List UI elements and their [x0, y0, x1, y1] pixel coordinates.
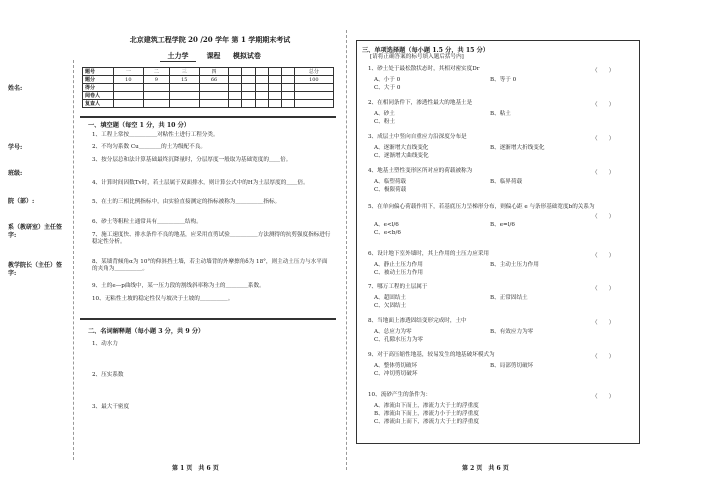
- table-cell: 10: [114, 76, 144, 84]
- answer-option: A、临塑荷载: [374, 179, 407, 185]
- answer-option: C、欠固结土: [374, 303, 407, 309]
- table-cell: [199, 92, 229, 100]
- answer-parentheses[interactable]: （ ）: [592, 320, 615, 326]
- table-cell: 复查人: [83, 100, 114, 108]
- answer-option: B、正常固结土: [490, 295, 528, 301]
- answer-option: C、渗流由上而下，渗流力大于土的浮重度: [374, 419, 479, 425]
- label-department: 院（部）:: [8, 198, 35, 205]
- table-cell: 二: [143, 68, 169, 76]
- answer-option: A、静止土压力作用: [374, 262, 423, 268]
- table-cell: [229, 84, 242, 92]
- table-cell: [255, 84, 268, 92]
- table-cell: [255, 92, 268, 100]
- answer-parentheses[interactable]: （ ）: [592, 214, 615, 220]
- section3-note: [请将正确答案的标号填入题后括号内]: [370, 54, 464, 60]
- table-cell: [255, 68, 268, 76]
- question-item: 8、当地面上渗透固结变形完成时，土中: [368, 318, 467, 324]
- table-row: [83, 100, 334, 108]
- table-cell: [199, 100, 229, 108]
- answer-option: A、逐渐增大直线变化: [374, 145, 429, 151]
- answer-parentheses[interactable]: （ ）: [592, 170, 615, 176]
- table-cell: 66: [199, 76, 229, 84]
- table-cell: [229, 68, 242, 76]
- list-item: 6、砂土等粗粒土通常具有＿＿＿＿＿结构。: [92, 219, 202, 225]
- table-cell: 15: [169, 76, 199, 84]
- list-item: 10、无粘性土坡的稳定性仅与坡决于土坡的＿＿＿＿＿。: [92, 296, 234, 302]
- table-cell: [169, 84, 199, 92]
- table-cell: [242, 100, 255, 108]
- answer-option: B、临界荷载: [490, 179, 523, 185]
- section1-box: [80, 116, 336, 118]
- table-cell: [114, 92, 144, 100]
- list-item: 3、按分层总和法计算基础最终沉降量时，分层厚度一般取为基础宽度的＿＿倍。: [92, 157, 292, 163]
- answer-option: B、局部剪切破坏: [490, 363, 534, 369]
- label-student-id: 学号:: [8, 144, 23, 151]
- answer-option: A、e<l/6: [374, 222, 399, 228]
- table-row: [83, 68, 334, 76]
- question-item: 4、地基土塑性变形区所对应的荷载被称为: [368, 168, 473, 174]
- question-item: 3、成层土中竖向自重应力沿深度分布是: [368, 134, 467, 140]
- table-cell: 一: [114, 68, 144, 76]
- page-divider: [346, 30, 347, 470]
- list-item: 2、不均匀系数 Cu＿＿＿＿的土为级配不良。: [92, 144, 206, 150]
- table-cell: [268, 76, 281, 84]
- answer-option: A、超固结土: [374, 295, 407, 301]
- answer-option: C、e<b/6: [374, 230, 401, 236]
- answer-parentheses[interactable]: （ ）: [592, 394, 615, 400]
- table-cell: [268, 100, 281, 108]
- list-item: 7、施工速度快、排水条件不良的地基，应采用直剪试验＿＿＿＿＿方法测得的抗剪强度指标进行稳定性分析。: [92, 232, 331, 245]
- answer-option: B、有效应力为零: [490, 329, 534, 335]
- label-class: 班级:: [8, 170, 23, 177]
- table-cell: [268, 68, 281, 76]
- list-item: 3、最大干密度: [92, 404, 130, 410]
- page1-footer: 第 1 页 共 6 页: [172, 465, 219, 472]
- table-cell: [255, 76, 268, 84]
- answer-option: B、主动土压力作用: [490, 262, 539, 268]
- list-item: 5、在土的三相比例指标中，由实验直接测定的指标被称为＿＿＿＿＿指标。: [92, 199, 281, 205]
- answer-option: C、孔隙水压力为零: [374, 337, 424, 343]
- table-cell: [255, 100, 268, 108]
- score-table: [82, 67, 334, 108]
- table-row: [83, 76, 334, 84]
- answer-option: A、砂土: [374, 111, 395, 117]
- question-item: 6、设计地下室外墙时，其上作用的土压力应采用: [368, 251, 490, 257]
- answer-option: C、冲切剪切破坏: [374, 371, 418, 377]
- table-cell: [281, 92, 294, 100]
- course-line: [160, 51, 261, 62]
- table-cell: [114, 100, 144, 108]
- table-cell: 总分: [294, 68, 333, 76]
- answer-option: B、逐渐增大折线变化: [490, 145, 545, 151]
- table-cell: 三: [169, 68, 199, 76]
- question-item: 9、对于高压缩性地基，较易发生的地基破坏模式为: [368, 352, 495, 358]
- binding-line: [73, 60, 74, 460]
- page2-footer: 第 2 页 共 6 页: [462, 465, 509, 472]
- question-item: 5、在单向偏心荷载作用下，若基底压力呈梯形分布，则偏心距 e 与条形基础宽度b的关系为: [368, 204, 595, 210]
- table-row: [83, 92, 334, 100]
- table-cell: [281, 100, 294, 108]
- table-cell: [143, 84, 169, 92]
- table-cell: [169, 100, 199, 108]
- table-cell: [294, 84, 333, 92]
- table-cell: [268, 84, 281, 92]
- section-divider: [80, 318, 336, 320]
- table-cell: [169, 92, 199, 100]
- table-cell: [114, 84, 144, 92]
- answer-option: C、粉土: [374, 119, 396, 125]
- list-item: 8、某墙背倾角α为 10°的仰斜挡土墙，若主动墙背的外摩擦角δ为 18°，则主动土压力与水平面的夹角为＿＿＿＿＿。: [92, 259, 328, 272]
- answer-option: A、渗流由下而上，渗流力大于土的浮重度: [374, 403, 479, 409]
- table-cell: [294, 100, 333, 108]
- answer-option: B、渗流由下而上，渗流力小于土的浮重度: [374, 411, 479, 417]
- list-item: 4、计算时间因数Tv时，若土层属于双面排水，则计算公式中的H为土层厚度的＿＿倍。: [92, 180, 309, 186]
- answer-option: A、总应力为零: [374, 329, 412, 335]
- table-cell: [143, 100, 169, 108]
- table-cell: [281, 68, 294, 76]
- exam-header: 北京建筑工程学院 20 /20 学年 第 1 学期期末考试: [129, 35, 291, 44]
- question-item: 1、砂土处于最松散状态时，其相对密实度Dr: [368, 66, 480, 72]
- answer-option: C、大于 0: [374, 85, 401, 91]
- section1-title: 一、填空题（每空 1 分，共 10 分）: [88, 122, 190, 129]
- table-cell: 得分: [83, 84, 114, 92]
- table-cell: [281, 76, 294, 84]
- table-cell: [242, 76, 255, 84]
- table-cell: 100: [294, 76, 333, 84]
- paper-type: 模拟试卷: [232, 51, 261, 60]
- table-cell: [229, 76, 242, 84]
- answer-option: B、e=l/6: [490, 222, 515, 228]
- label-dean-sign: 教学院长（主任）签字:: [8, 262, 63, 277]
- table-cell: 四: [199, 68, 229, 76]
- answer-parentheses[interactable]: （ ）: [592, 68, 615, 74]
- table-cell: [294, 92, 333, 100]
- list-item: 9、土的e—p曲线中，某一压力段的割线斜率称为土的＿＿＿＿系数。: [92, 283, 265, 289]
- table-cell: [242, 84, 255, 92]
- table-cell: 题号: [83, 68, 114, 76]
- table-cell: 9: [143, 76, 169, 84]
- answer-option: A、小于 0: [374, 77, 401, 83]
- table-cell: [268, 92, 281, 100]
- question-item: 7、哪万工程的土层属于: [368, 284, 428, 290]
- table-cell: 题分: [83, 76, 114, 84]
- table-cell: [229, 100, 242, 108]
- label-name: 姓名:: [8, 85, 23, 92]
- label-dept-head-sign: 系（教研室）主任签字:: [8, 224, 63, 239]
- answer-parentheses[interactable]: （ ）: [592, 286, 615, 292]
- table-cell: [229, 92, 242, 100]
- question-item: 2、在相同条件下，渗透性最大的地基土是: [368, 100, 473, 106]
- answer-option: B、粘土: [490, 111, 511, 117]
- table-row: [83, 84, 334, 92]
- answer-parentheses[interactable]: （ ）: [592, 102, 615, 108]
- answer-parentheses[interactable]: （ ）: [592, 136, 615, 142]
- answer-option: A、整体剪切破坏: [374, 363, 418, 369]
- list-item: 1、动水力: [92, 341, 118, 347]
- course-name: 土力学: [160, 51, 196, 62]
- answer-option: C、逐渐增大曲线变化: [374, 153, 429, 159]
- table-cell: [242, 68, 255, 76]
- course-suffix: 课程: [206, 51, 221, 60]
- table-cell: [143, 92, 169, 100]
- question-item: 10、流砂产生的条件为：: [368, 392, 432, 398]
- table-cell: [242, 92, 255, 100]
- answer-parentheses[interactable]: （ ）: [592, 354, 615, 360]
- table-cell: [199, 84, 229, 92]
- list-item: 2、压实系数: [92, 372, 124, 378]
- list-item: 1、工程上常按＿＿＿＿＿对粘性土进行工程分类。: [92, 132, 219, 138]
- answer-parentheses[interactable]: （ ）: [592, 253, 615, 259]
- answer-option: C、极限荷载: [374, 187, 407, 193]
- section2-title: 二、名词解释题（每小题 3 分，共 9 分）: [88, 328, 205, 335]
- answer-option: B、等于 0: [490, 77, 517, 83]
- answer-option: C、被动土压力作用: [374, 270, 424, 276]
- section3-title: 三、单项选择题（每小题 1.5 分，共 15 分）: [362, 47, 489, 54]
- table-cell: [281, 84, 294, 92]
- table-cell: 阅卷人: [83, 92, 114, 100]
